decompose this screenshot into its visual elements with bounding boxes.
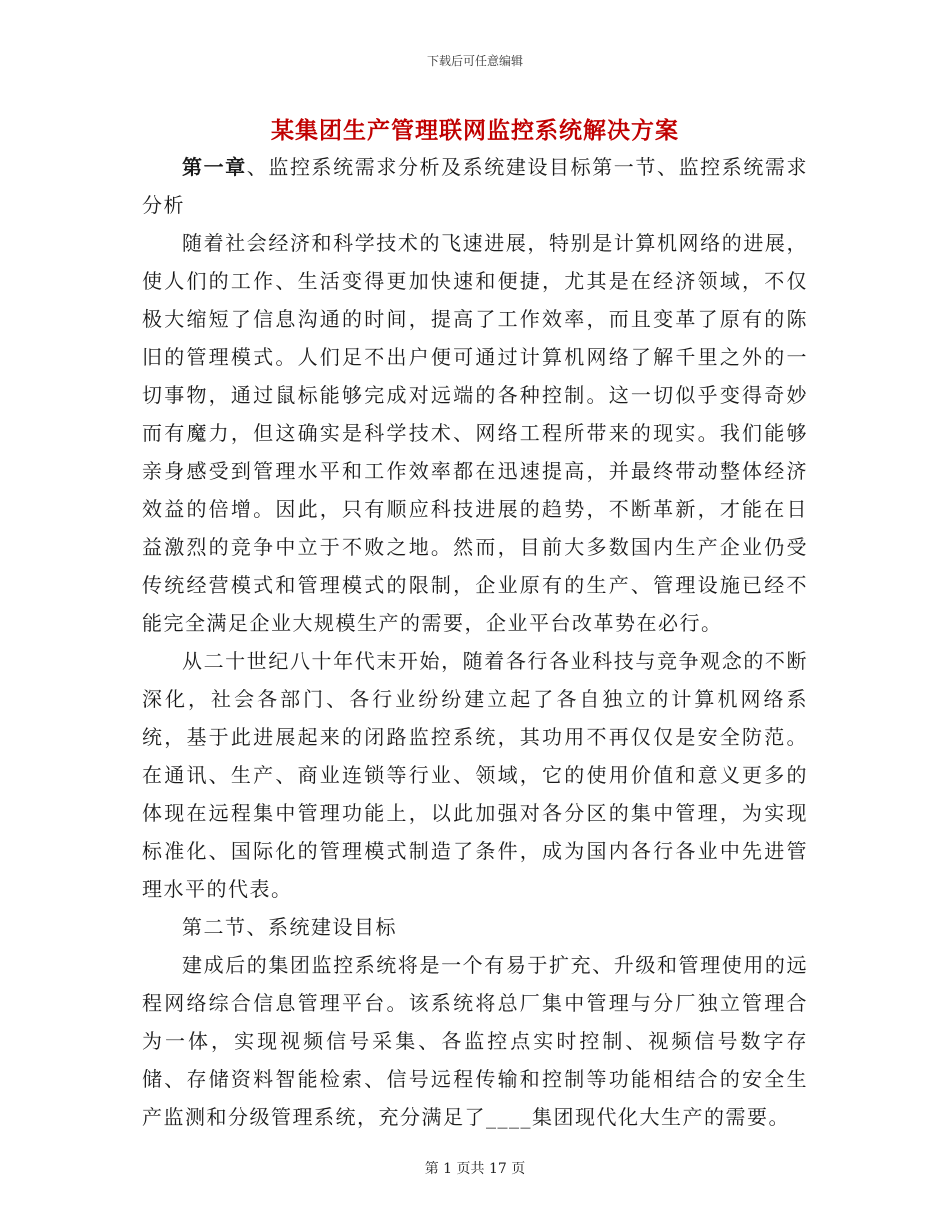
paragraph-2: 从二十世纪八十年代末开始，随着各行各业科技与竞争观念的不断深化，社会各部门、各行业纷纷建立起了各自独立的计算机网络系统，基于此进展起来的闭路监控系统，其功用不再仅仅是安全防范。在通讯、生产、商业连锁等行业、领域，它的使用价值和意义更多的体现在远程集中管理功能上，以此加强对各分区的集中管理，为实现标准化、国际化的管理模式制造了条件，成为国内各行各业中先进管理水平的代表。 bbox=[142, 649, 808, 901]
chapter-heading-text: 、监控系统需求分析及系统建设目标第一节、监控系统需求分析 bbox=[142, 155, 809, 217]
document-title: 某集团生产管理联网监控系统解决方案 bbox=[271, 117, 679, 144]
section-heading: 第二节、系统建设目标 bbox=[182, 915, 397, 939]
chapter-lead: 第一章 bbox=[182, 155, 247, 179]
page-number: 第 1 页共 17 页 bbox=[424, 1161, 526, 1177]
paragraph-1: 随着社会经济和科学技术的飞速进展，特别是计算机网络的进展，使人们的工作、生活变得更加快速和便捷，尤其是在经济领域，不仅极大缩短了信息沟通的时间，提高了工作效率，而且变革了原有的陈旧的管理模式。人们足不出户便可通过计算机网络了解千里之外的一切事物，通过鼠标能够完成对远端的各种控制。这一切似乎变得奇妙而有魔力，但这确实是科学技术、网络工程所带来的现实。我们能够亲身感受到管理水平和工作效率都在迅速提高，并最终带动整体经济效益的倍增。因此，只有顺应科技进展的趋势，不断革新，才能在日益激烈的竞争中立于不败之地。然而，目前大多数国内生产企业仍受传统经营模式和管理模式的限制，企业原有的生产、管理设施已经不能完全满足企业大规模生产的需要，企业平台改革势在必行。 bbox=[142, 231, 808, 635]
paragraph-3: 建成后的集团监控系统将是一个有易于扩充、升级和管理使用的远程网络综合信息管理平台。该系统将总厂集中管理与分厂独立管理合为一体，实现视频信号采集、各监控点实时控制、视频信号数字存储、存储资料智能检索、信号远程传输和控制等功能相结合的安全生产监测和分级管理系统，充分满足了____集团现代化大生产的需要。 bbox=[142, 953, 808, 1129]
chapter-heading bbox=[142, 148, 808, 224]
header-note: 下载后可任意编辑 bbox=[426, 54, 523, 68]
document-body bbox=[142, 148, 808, 1136]
